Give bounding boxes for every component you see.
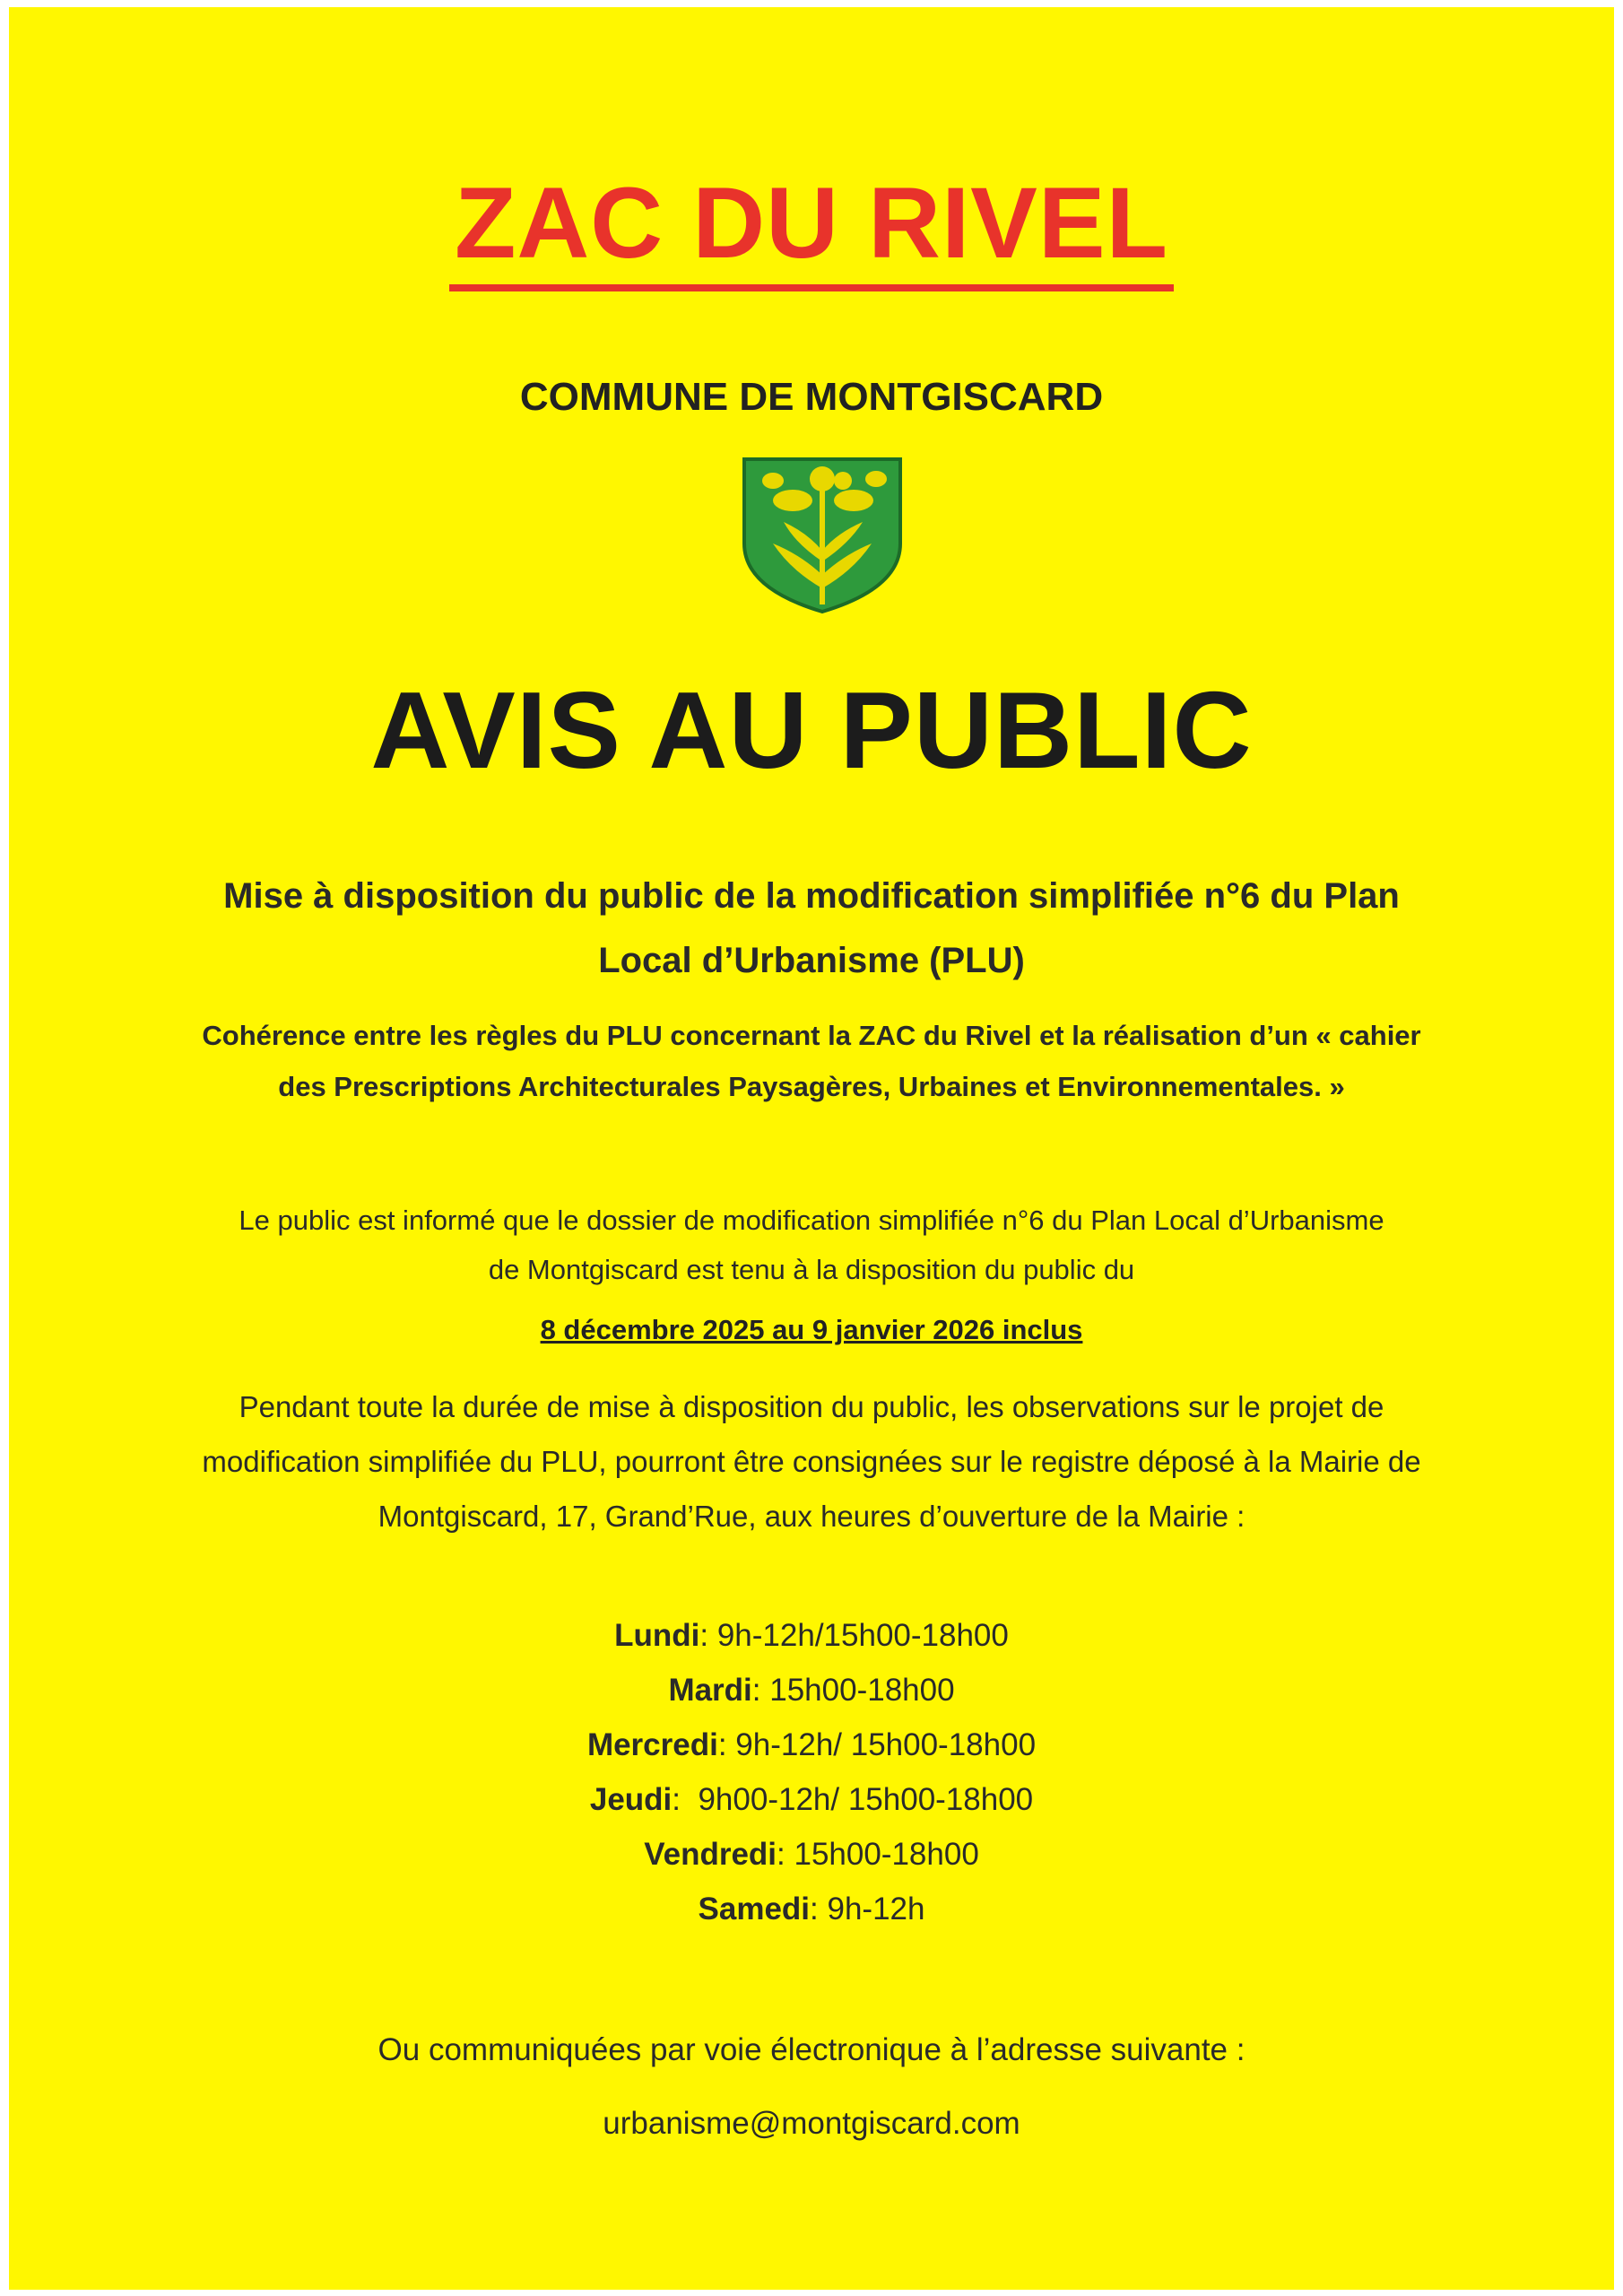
hours-time: 9h-12h — [827, 1892, 925, 1926]
info-line: Le public est informé que le dossier de modification simplifiée n°6 du Plan Local d’Urbanisme — [239, 1205, 1384, 1236]
notice-subtitle — [9, 864, 1614, 993]
hours-separator: : — [699, 1618, 717, 1653]
hours-row-mardi — [9, 1663, 1614, 1718]
coherence-paragraph — [9, 1010, 1614, 1112]
observations-line: Montgiscard, 17, Grand’Rue, aux heures d’ouverture de la Mairie : — [378, 1500, 1245, 1533]
hours-time: 9h-12h/ 15h00-18h00 — [735, 1727, 1037, 1762]
hours-separator: : — [717, 1727, 736, 1762]
contact-email: urbanisme@montgiscard.com — [603, 2106, 1020, 2141]
hours-time: 15h00-18h00 — [769, 1673, 955, 1708]
observations-line: Pendant toute la durée de mise à disposition du public, les observations sur le projet de — [239, 1390, 1384, 1423]
coat-of-arms-icon — [737, 454, 907, 615]
hours-time: 9h00-12h/ 15h00-18h00 — [698, 1782, 1034, 1817]
observations-paragraph — [9, 1379, 1614, 1544]
hours-day: Lundi — [614, 1618, 700, 1653]
page-title: ZAC DU RIVEL — [449, 173, 1174, 291]
hours-row-jeudi — [9, 1772, 1614, 1827]
hours-day: Jeudi — [589, 1782, 673, 1817]
coherence-line: Cohérence entre les règles du PLU concernant la ZAC du Rivel et la réalisation d’un « cahier — [202, 1020, 1421, 1051]
title-block — [9, 167, 1614, 291]
hours-day: Mercredi — [586, 1727, 718, 1762]
subtitle-line: Mise à disposition du public de la modification simplifiée n°6 du Plan — [223, 876, 1400, 916]
notice-sheet — [9, 7, 1614, 2290]
hours-day: Mardi — [668, 1673, 752, 1708]
hours-separator: : — [751, 1673, 770, 1708]
observations-line: modification simplifiée du PLU, pourront être consignées sur le registre déposé à la Mairie de — [202, 1445, 1421, 1478]
hours-time: 15h00-18h00 — [794, 1837, 979, 1872]
hours-row-lundi — [9, 1608, 1614, 1663]
hours-separator: : — [810, 1892, 828, 1926]
info-line: de Montgiscard est tenu à la disposition du public du — [488, 1254, 1135, 1285]
hours-row-mercredi — [9, 1718, 1614, 1772]
hours-separator: : — [777, 1837, 794, 1872]
notice-heading: AVIS AU PUBLIC — [370, 669, 1253, 791]
coherence-line: des Prescriptions Architecturales Paysagères, Urbaines et Environnementales. » — [278, 1071, 1345, 1102]
availability-dates: 8 décembre 2025 au 9 janvier 2026 inclus — [540, 1314, 1083, 1345]
hours-day: Samedi — [698, 1892, 811, 1926]
opening-hours — [9, 1608, 1614, 1936]
hours-separator: : — [672, 1782, 699, 1817]
hours-time: 9h-12h/15h00-18h00 — [716, 1618, 1009, 1653]
hours-row-vendredi — [9, 1827, 1614, 1882]
hours-day: Vendredi — [644, 1837, 777, 1872]
contact-text: Ou communiquées par voie électronique à l’adresse suivante : — [378, 2032, 1245, 2067]
commune-name: COMMUNE DE MONTGISCARD — [519, 375, 1104, 419]
subtitle-line: Local d’Urbanisme (PLU) — [598, 941, 1025, 980]
hours-row-samedi — [9, 1882, 1614, 1936]
info-paragraph — [9, 1196, 1614, 1294]
